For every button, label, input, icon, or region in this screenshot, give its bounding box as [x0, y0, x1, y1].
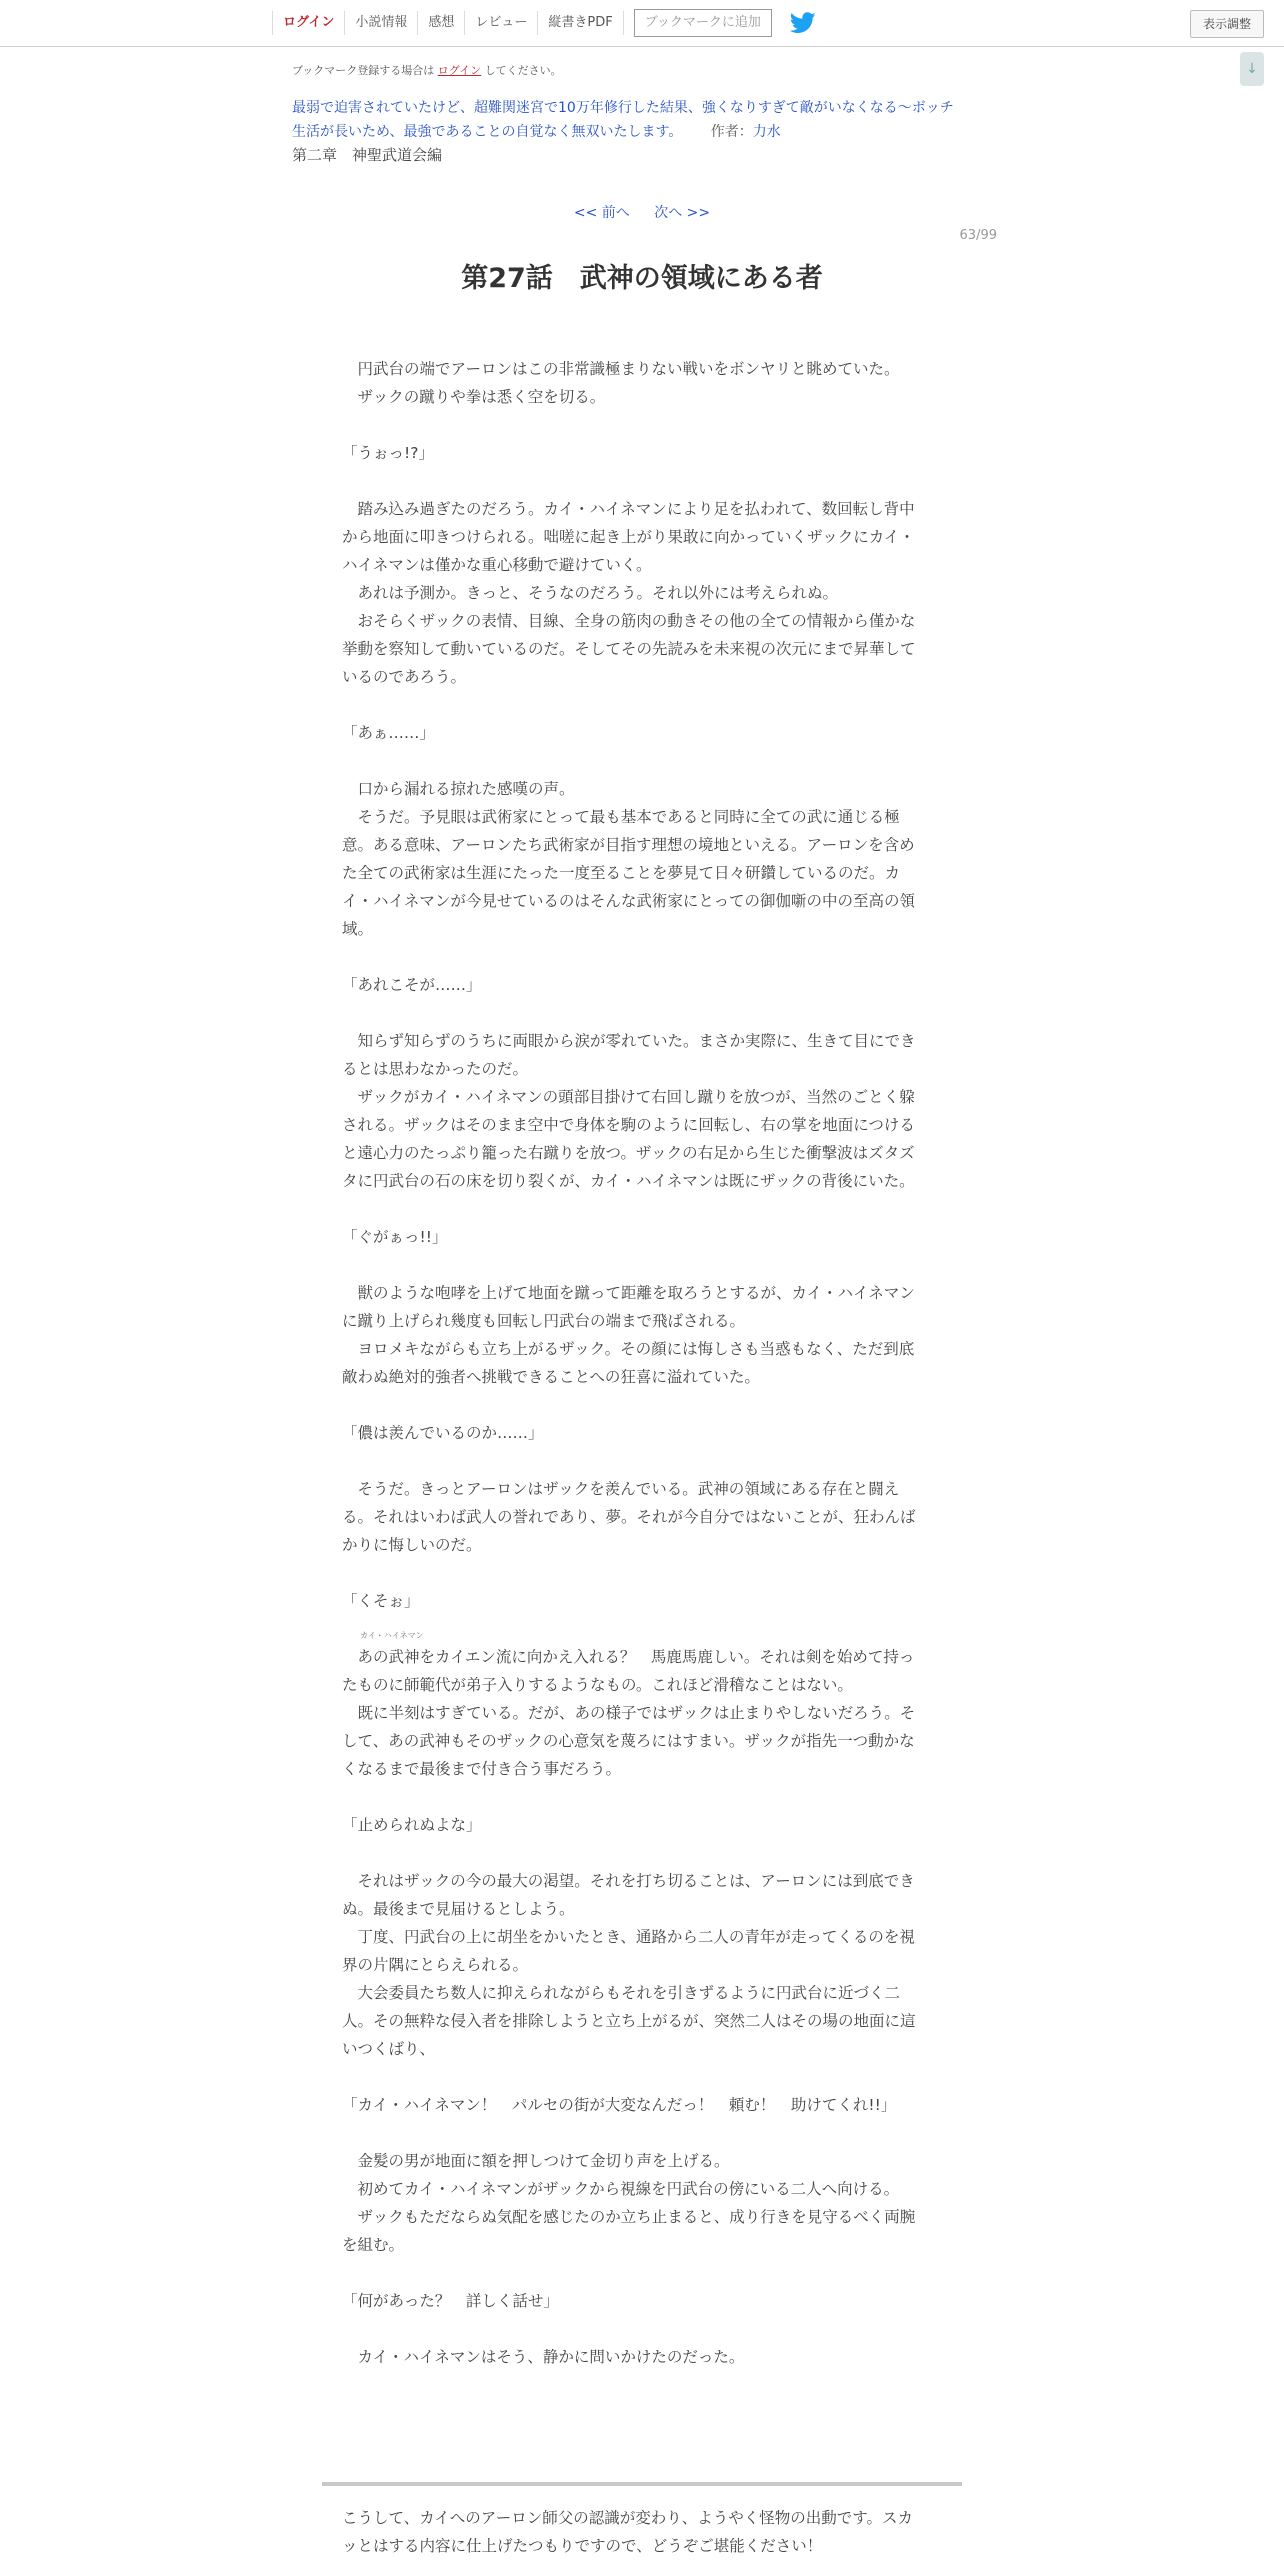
header-bar: [0, 0, 1284, 47]
body-line: 金髪の男が地面に額を押しつけて金切り声を上げる。: [342, 2152, 730, 2170]
body-line: それはザックの今の最大の渇望。それを打ち切ることは、アーロンには到底でき: [342, 1872, 915, 1890]
paragraph-gap: [342, 1391, 938, 1419]
paragraph-gap: [342, 747, 938, 775]
nav-novel-info[interactable]: 小説情報: [344, 11, 417, 35]
body-line: 知らず知らずのうちに両眼から涙が零れていた。まさか実際に、生きて目にでき: [342, 1032, 916, 1050]
nav-login[interactable]: ログイン: [272, 11, 344, 35]
body-line: 「うぉっ!?」: [342, 444, 434, 462]
paragraph-gap: [342, 1839, 938, 1867]
paragraph-gap: [342, 2063, 938, 2091]
paragraph-gap: [342, 999, 938, 1027]
body-line: カイ・ハイネマンはそう、静かに問いかけたのだった。: [342, 2348, 745, 2366]
episode-title: 第27話 武神の領域にある者: [461, 263, 823, 294]
body-line: 意。ある意味、アーロンたち武術家が目指す理想の境地といえる。アーロンを含め: [342, 836, 915, 854]
body-line: 初めてカイ・ハイネマンがザックから視線を円武台の傍にいる二人へ向ける。: [342, 2180, 900, 2198]
nav-vertical-pdf[interactable]: 縦書きPDF: [537, 11, 623, 35]
body-line: 人。その無粋な侵入者を排除しようと立ち上がるが、突然二人はその場の地面に這: [342, 2012, 916, 2030]
body-line: タに円武台の石の床を切り裂くが、カイ・ハイネマンは既にザックの背後にいた。: [342, 1172, 915, 1190]
display-settings-button[interactable]: 表示調整: [1190, 10, 1264, 38]
body-line: かりに悔しいのだ。: [342, 1536, 482, 1554]
novel-title-line-1[interactable]: 最弱で迫害されていたけど、超難関迷宮で10万年修行した結果、強くなりすぎて敵がいなくなる～ボッチ: [292, 100, 954, 116]
add-bookmark-button[interactable]: ブックマークに追加: [634, 9, 772, 37]
body-line: 口から漏れる掠れた感嘆の声。: [342, 780, 575, 798]
body-line: 界の片隅にとらえられる。: [342, 1956, 529, 1974]
body-line: る。それはいわば武人の誉れであり、夢。それが今自分ではないことが、狂わんば: [342, 1508, 916, 1526]
body-line: 円武台の端でアーロンはこの非常識極まりない戦いをボンヤリと眺めていた。: [342, 360, 900, 378]
body-line: あれは予測か。きっと、そうなのだろう。それ以外には考えられぬ。: [342, 584, 839, 602]
afterword-line: こうして、カイへのアーロン師父の認識が変わり、ようやく怪物の出動です。スカ: [342, 2509, 914, 2527]
body-line: 「あれこそが……」: [342, 976, 482, 994]
body-line: 「あぁ……」: [342, 724, 435, 742]
paragraph-gap: [342, 1195, 938, 1223]
body-line: から地面に叩きつけられる。咄嗟に起き上がり果敢に向かっていくザックにカイ・: [342, 528, 915, 546]
body-line: いるのであろう。: [342, 668, 467, 686]
body-line: るとは思わなかったのだ。: [342, 1060, 529, 1078]
body-line: くなるまで最後まで付き合う事だろう。: [342, 1760, 622, 1778]
body-line: 挙動を察知して動いているのだ。そしてその先読みを未来視の次元にまで昇華して: [342, 640, 916, 658]
body-line: そうだ。きっとアーロンはザックを羨んでいる。武神の領域にある存在と闘え: [342, 1480, 900, 1498]
bookmark-note-prefix: ブックマーク登録する場合は: [292, 64, 435, 77]
body-line: いつくばり、: [342, 2040, 436, 2058]
body-line: 「止められぬよな」: [342, 1816, 482, 1834]
paragraph-gap: [342, 691, 938, 719]
novel-title-line-2[interactable]: 生活が長いため、最強であることの自覚なく無双いたします。: [292, 124, 683, 140]
body-line: ハイネマンは僅かな重心移動で避けていく。: [342, 556, 652, 574]
body-line: 丁度、円武台の上に胡坐をかいたとき、通路から二人の青年が走ってくるのを視: [342, 1928, 915, 1946]
episode-page-count: 63/99: [959, 228, 997, 243]
body-line: 「儂は羨んでいるのか……」: [342, 1424, 544, 1442]
episode-pager: [0, 202, 1284, 222]
body-line: 既に半刻はすぎている。だが、あの様子ではザックは止まりやしないだろう。そ: [342, 1704, 916, 1722]
paragraph-gap: [342, 2119, 938, 2147]
next-episode-link[interactable]: 次へ >>: [654, 205, 711, 221]
novel-title-block: [292, 96, 992, 144]
top-nav: [272, 0, 816, 46]
paragraph-gap: [342, 1251, 938, 1279]
paragraph-gap: [342, 467, 938, 495]
body-line: 「ぐがぁっ!!」: [342, 1228, 448, 1246]
author-name-link[interactable]: 力水: [752, 124, 781, 140]
body-line: [342, 1631, 938, 1671]
body-line: 域。: [342, 920, 374, 938]
paragraph-gap: [342, 943, 938, 971]
bookmark-login-note: [292, 62, 562, 78]
body-line: 「くそぉ」: [342, 1592, 420, 1610]
paragraph-gap: [342, 1559, 938, 1587]
ruby-annotation: カイ・ハイネマン: [360, 1631, 424, 1640]
afterword: [342, 2504, 938, 2560]
body-line: イ・ハイネマンが今見せているのはそんな武術家にとっての御伽噺の中の至高の領: [342, 892, 916, 910]
body-line: を組む。: [342, 2236, 405, 2254]
body-line: ザックもただならぬ気配を感じたのか立ち止まると、成り行きを見守るべく両腕: [342, 2208, 916, 2226]
paragraph-gap: [342, 1615, 938, 1643]
scroll-down-icon[interactable]: ↓: [1240, 52, 1264, 86]
bookmark-note-login-link[interactable]: ログイン: [437, 64, 482, 77]
nav-review[interactable]: レビュー: [464, 11, 537, 35]
body-line: そうだ。予見眼は武術家にとって最も基本であると同時に全ての武に通じる極: [342, 808, 900, 826]
episode-body: [342, 355, 938, 2371]
paragraph-gap: [342, 2259, 938, 2287]
body-line: た全ての武術家は生涯にたった一度至ることを夢見て日々研鑽しているのだ。カ: [342, 864, 901, 882]
novel-title-line-2-row: [292, 120, 992, 144]
body-line: 敵わぬ絶対的強者へ挑戦できることへの狂喜に溢れていた。: [342, 1368, 760, 1386]
body-line: 「何があった？ 詳しく話せ」: [342, 2292, 559, 2310]
body-line: ヨロメキながらも立ち上がるザック。その顔には悔しさも当惑もなく、ただ到底: [342, 1340, 915, 1358]
body-line: ぬ。最後まで見届けるとしよう。: [342, 1900, 575, 1918]
chapter-title: 第二章 神聖武道会編: [292, 146, 443, 164]
body-line: して、あの武神もそのザックの心意気を蔑ろにはすまい。ザックが指先一つ動かな: [342, 1732, 915, 1750]
body-line: と遠心力のたっぷり籠った右蹴りを放つ。ザックの右足から生じた衝撃波はズタズ: [342, 1144, 915, 1162]
body-line: 大会委員たち数人に抑えられながらもそれを引きずるように円武台に近づく二: [342, 1984, 901, 2002]
body-line: に蹴り上げられ幾度も回転し円武台の端まで飛ばされる。: [342, 1312, 746, 1330]
body-line-text: あの武神をカイエン流に向かえ入れる？ 馬鹿馬鹿しい。それは剣を始めて持っ: [342, 1648, 915, 1666]
body-line: 獣のような咆哮を上げて地面を蹴って距離を取ろうとするが、カイ・ハイネマン: [342, 1284, 915, 1302]
body-line: おそらくザックの表情、目線、全身の筋肉の動きその他の全ての情報から僅かな: [342, 612, 916, 630]
afterword-divider: [322, 2482, 962, 2486]
nav-impressions[interactable]: 感想: [417, 11, 464, 35]
author-label: 作者：: [710, 124, 753, 140]
body-line: たものに師範代が弟子入りするようなもの。これほど滑稽なことはない。: [342, 1676, 853, 1694]
body-line: 「カイ・ハイネマン！ パルセの街が大変なんだっ！ 頼む！ 助けてくれ!!」: [342, 2096, 897, 2114]
paragraph-gap: [342, 1447, 938, 1475]
body-line: される。ザックはそのまま空中で身体を駒のように回転し、右の掌を地面につける: [342, 1116, 915, 1134]
twitter-bird-icon[interactable]: [790, 12, 816, 34]
bookmark-note-suffix: してください。: [484, 64, 562, 77]
body-line: 踏み込み過ぎたのだろう。カイ・ハイネマンにより足を払われて、数回転し背中: [342, 500, 915, 518]
afterword-line: ッとはする内容に仕上げたつもりですので、どうぞご堪能ください！: [342, 2537, 823, 2555]
body-line: ザックがカイ・ハイネマンの頭部目掛けて右回し蹴りを放つが、当然のごとく躱: [342, 1088, 915, 1106]
paragraph-gap: [342, 2315, 938, 2343]
body-line: ザックの蹴りや拳は悉く空を切る。: [342, 388, 606, 406]
paragraph-gap: [342, 411, 938, 439]
prev-episode-link[interactable]: << 前へ: [573, 205, 630, 221]
paragraph-gap: [342, 1783, 938, 1811]
